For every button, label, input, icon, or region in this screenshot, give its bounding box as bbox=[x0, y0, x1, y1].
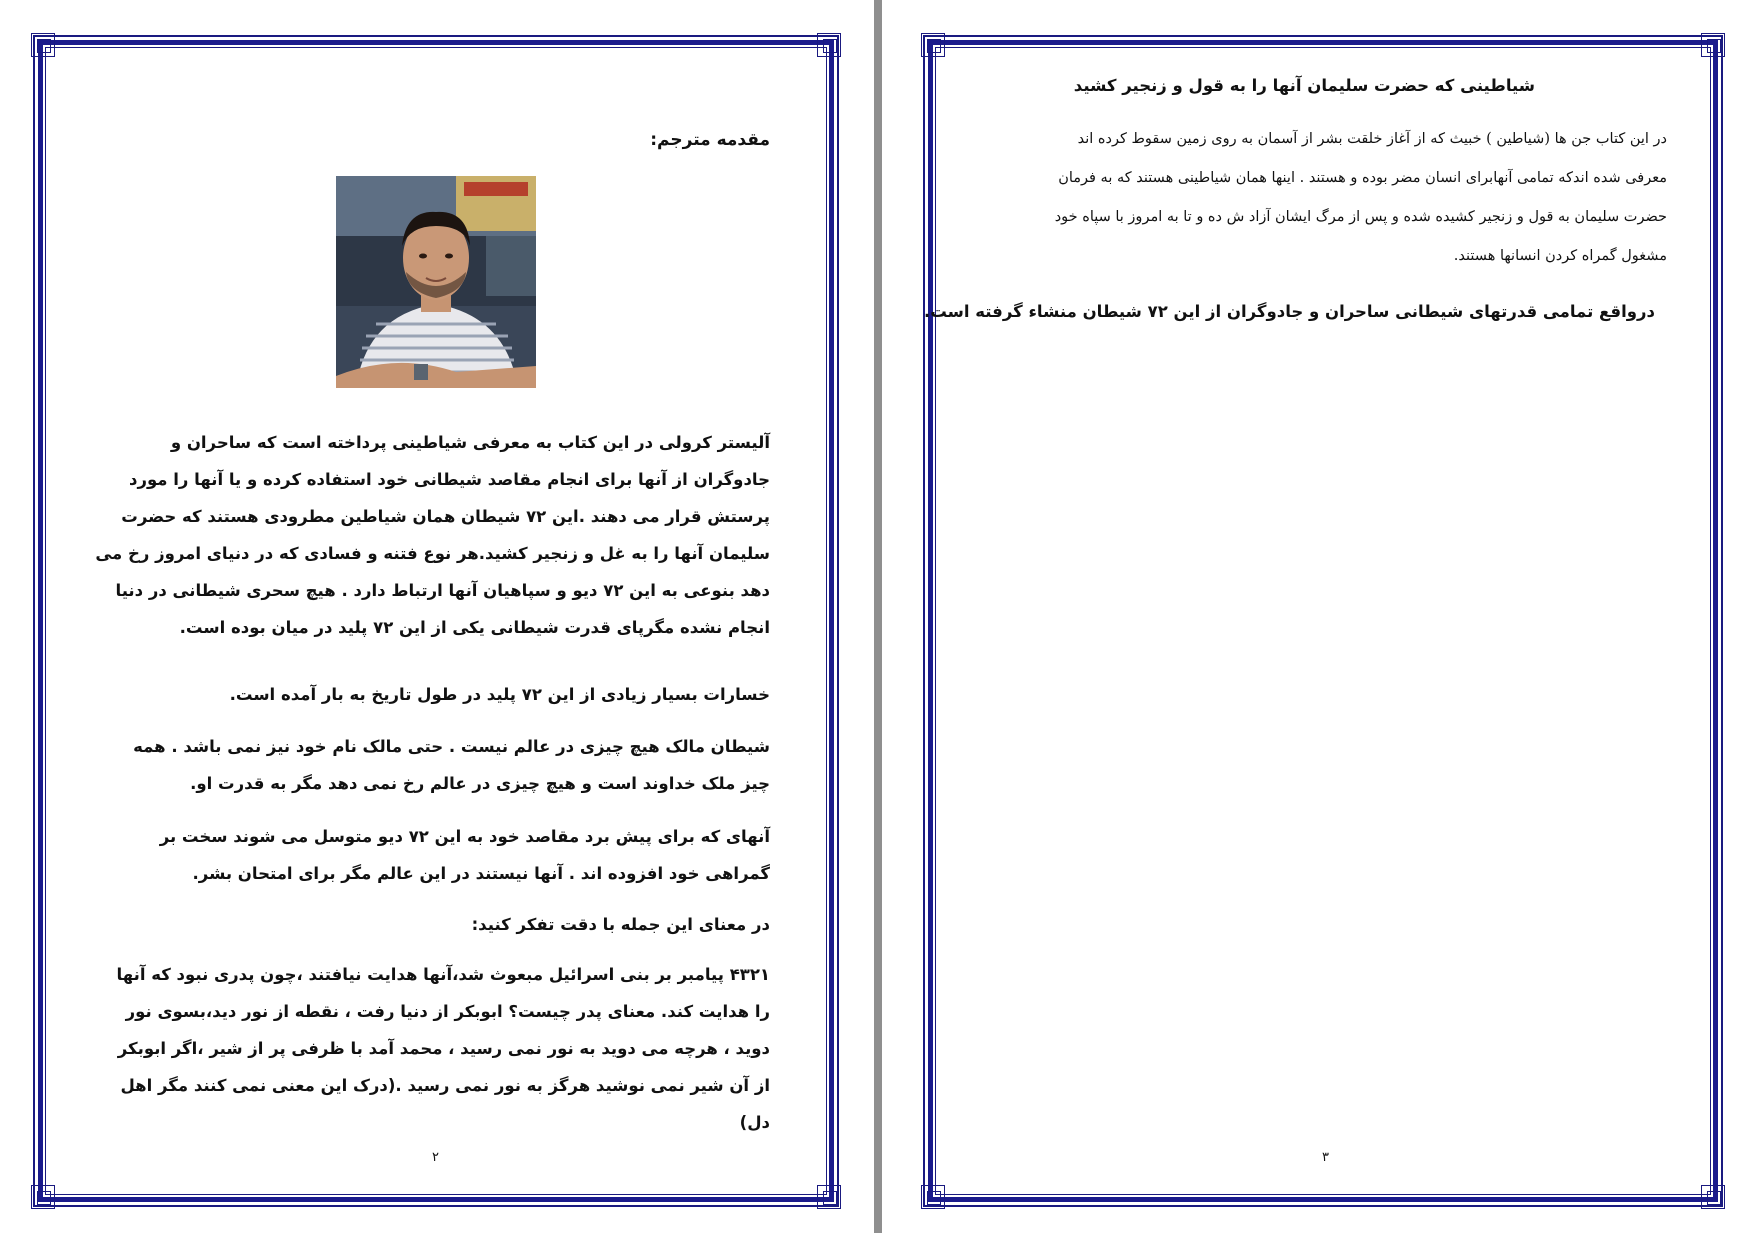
left-page bbox=[0, 0, 870, 1233]
corner-ornament bbox=[817, 33, 841, 57]
person-photo bbox=[336, 176, 536, 388]
translator-intro-heading: مقدمه مترجم: bbox=[650, 130, 770, 150]
page-number: ۲ bbox=[432, 1150, 439, 1165]
corner-ornament bbox=[31, 33, 55, 57]
chapter-heading: شیاطینی که حضرت سلیمان آنها را به قول و زنجیر کشید bbox=[1073, 76, 1535, 95]
intro-paragraph-5 bbox=[472, 906, 770, 943]
corner-ornament bbox=[31, 1185, 55, 1209]
text-line: انجام نشده مگرپای قدرت شیطانی یکی از این ۷۲ پلید در میان بوده است. bbox=[179, 618, 770, 637]
intro-paragraph-1 bbox=[95, 424, 770, 646]
text-line: خسارات بسیار زیادی از این ۷۲ پلید در طول تاریخ به بار آمده است. bbox=[229, 685, 770, 704]
chapter-paragraph-1 bbox=[1055, 120, 1667, 276]
text-line: دل) bbox=[739, 1113, 770, 1132]
text-line: ۴۳۲۱ پیامبر بر بنی اسرائیل مبعوث شد،آنها هدایت نیافتند ،چون پدری نبود که آنها bbox=[116, 965, 770, 984]
text-line: حضرت سلیمان به قول و زنجیر کشیده شده و پس از مرگ ایشان آزاد ش ده و تا به امروز با سپاه خود bbox=[1054, 209, 1667, 225]
text-line: در معنای این جمله با دقت تفکر کنید: bbox=[471, 915, 770, 934]
intro-paragraph-4 bbox=[160, 818, 770, 892]
text-line: را هدایت کند. معنای پدر چیست؟ ابوبکر از دنیا رفت ، نقطه از نور دید،بسوی نور bbox=[125, 1002, 770, 1021]
page-gutter bbox=[870, 0, 890, 1233]
intro-paragraph-2 bbox=[230, 676, 770, 713]
corner-ornament bbox=[921, 1185, 945, 1209]
text-line: چیز ملک خداوند است و هیچ چیزی در عالم رخ نمی دهد مگر به قدرت او. bbox=[190, 774, 770, 793]
corner-ornament bbox=[1701, 33, 1725, 57]
intro-paragraph-6 bbox=[117, 956, 770, 1141]
gutter-divider bbox=[874, 0, 882, 1233]
text-line: گمراهی خود افزوده اند . آنها نیستند در این عالم مگر برای امتحان بشر. bbox=[192, 864, 770, 883]
text-line: از آن شیر نمی نوشید هرگز به نور نمی رسید .(درک این معنی نمی کنند مگر اهل bbox=[120, 1076, 770, 1095]
text-line: شیطان مالک هیچ چیزی در عالم نیست . حتی مالک نام خود نیز نمی باشد . همه bbox=[133, 737, 770, 756]
text-line: جادوگران از آنها برای انجام مقاصد شیطانی خود استفاده کرده و یا آنها را مورد bbox=[128, 470, 770, 489]
text-line: آنهای که برای پیش برد مقاصد خود به این ۷۲ دیو متوسل می شوند سخت بر bbox=[159, 827, 770, 846]
corner-ornament bbox=[817, 1185, 841, 1209]
right-page bbox=[890, 0, 1755, 1233]
corner-ornament bbox=[921, 33, 945, 57]
text-line: مشغول گمراه کردن انسانها هستند. bbox=[1453, 248, 1667, 264]
text-line: دوید ، هرچه می دوید به نور نمی رسید ، محمد آمد با ظرفی پر از شیر ،اگر ابوبکر bbox=[117, 1039, 770, 1058]
text-line: در این کتاب جن ها (شیاطین ) خبیث که از آغاز خلقت بشر از آسمان به روی زمین سقوط کرده اند bbox=[1077, 131, 1667, 147]
intro-paragraph-3 bbox=[133, 728, 770, 802]
text-line: سلیمان آنها را به غل و زنجیر کشید.هر نوع فتنه و فسادی که در دنیای امروز رخ می bbox=[95, 544, 770, 563]
text-line: معرفی شده اندکه تمامی آنهابرای انسان مضر بوده و هستند . اینها همان شیاطینی هستند که به فرمان bbox=[1058, 170, 1667, 186]
chapter-paragraph-2: درواقع تمامی قدرتهای شیطانی ساحران و جادوگران از این ۷۲ شیطان منشاء گرفته است. bbox=[923, 302, 1655, 321]
corner-ornament bbox=[1701, 1185, 1725, 1209]
text-line: دهد بنوعی به این ۷۲ دیو و سپاهیان آنها ارتباط دارد . هیچ سحری شیطانی در دنیا bbox=[115, 581, 770, 600]
text-line: آلیستر کرولی در این کتاب به معرفی شیاطینی پرداخته است که ساحران و bbox=[170, 433, 770, 452]
page-number: ۳ bbox=[1322, 1150, 1329, 1165]
text-line: پرستش قرار می دهند .این ۷۲ شیطان همان شیاطین مطرودی هستند که حضرت bbox=[121, 507, 770, 526]
